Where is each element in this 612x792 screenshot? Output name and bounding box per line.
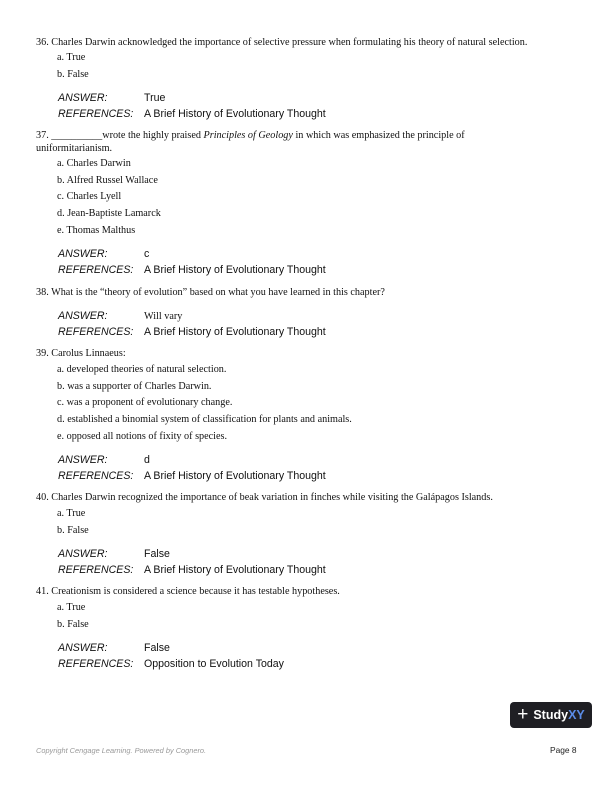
question-text: 36. Charles Darwin acknowledged the importance of selective pressure when formulating his theory of natural selection. <box>36 37 528 48</box>
references-value: A Brief History of Evolutionary Thought <box>144 108 326 120</box>
answer-value: False <box>144 642 170 654</box>
answer-row <box>58 642 170 655</box>
answer-value: False <box>144 548 170 560</box>
plus-icon: + <box>517 704 529 725</box>
studyxy-badge[interactable] <box>510 702 592 728</box>
references-value: A Brief History of Evolutionary Thought <box>144 264 326 276</box>
references-row <box>58 658 284 671</box>
answer-value: Will vary <box>144 311 183 322</box>
option-c: c. Charles Lyell <box>57 191 122 202</box>
brand-accent: XY <box>568 708 585 722</box>
answer-row <box>58 248 149 261</box>
answer-row <box>58 310 182 323</box>
option-a: a. True <box>57 602 86 613</box>
option-a: a. Charles Darwin <box>57 158 131 169</box>
references-value: A Brief History of Evolutionary Thought <box>144 470 326 482</box>
brand-name: Study <box>533 708 569 722</box>
option-b: b. Alfred Russel Wallace <box>57 175 158 186</box>
references-row <box>58 564 326 577</box>
option-b: b. False <box>57 69 89 80</box>
option-d: d. established a binomial system of classification for plants and animals. <box>57 414 352 425</box>
answer-label: ANSWER: <box>58 92 108 104</box>
page-number: Page 8 <box>550 745 577 755</box>
answer-row <box>58 92 165 105</box>
question-39 <box>36 348 581 361</box>
answer-label: ANSWER: <box>58 248 108 260</box>
option-b: b. False <box>57 525 89 536</box>
book-title: Principles of Geology <box>203 130 293 141</box>
references-row <box>58 326 326 339</box>
references-value: A Brief History of Evolutionary Thought <box>144 564 326 576</box>
answer-row <box>58 548 170 561</box>
references-label: REFERENCES: <box>58 108 134 120</box>
answer-label: ANSWER: <box>58 548 108 560</box>
references-value: Opposition to Evolution Today <box>144 658 284 670</box>
question-text: 39. Carolus Linnaeus: <box>36 348 126 359</box>
references-row <box>58 264 326 277</box>
option-b: b. False <box>57 619 89 630</box>
references-row <box>58 470 326 483</box>
references-row <box>58 108 326 121</box>
question-text <box>36 130 536 155</box>
option-b: b. was a supporter of Charles Darwin. <box>57 381 212 392</box>
answer-label: ANSWER: <box>58 310 108 322</box>
references-label: REFERENCES: <box>58 564 134 576</box>
question-41 <box>36 586 581 599</box>
question-38 <box>36 287 581 300</box>
answer-value: True <box>144 92 166 104</box>
answer-value: c <box>144 248 150 260</box>
question-37 <box>36 130 536 155</box>
option-c: c. was a proponent of evolutionary change. <box>57 397 233 408</box>
answer-label: ANSWER: <box>58 642 108 654</box>
answer-label: ANSWER: <box>58 454 108 466</box>
option-e: e. Thomas Malthus <box>57 225 136 236</box>
question-40 <box>36 492 581 505</box>
references-label: REFERENCES: <box>58 470 134 482</box>
question-text-part: in which was emphasized the principle of uniformitarianism. <box>36 130 465 154</box>
references-label: REFERENCES: <box>58 264 134 276</box>
option-a: a. developed theories of natural selection. <box>57 364 227 375</box>
answer-row <box>58 454 150 467</box>
question-36 <box>36 37 581 50</box>
option-a: a. True <box>57 52 86 63</box>
question-text: 38. What is the “theory of evolution” based on what you have learned in this chapter? <box>36 287 385 298</box>
answer-value: d <box>144 454 150 466</box>
references-value: A Brief History of Evolutionary Thought <box>144 326 326 338</box>
references-label: REFERENCES: <box>58 658 134 670</box>
copyright-footer: Copyright Cengage Learning. Powered by Cognero. <box>36 746 207 755</box>
question-text: 40. Charles Darwin recognized the importance of beak variation in finches while visiting the Galápagos Islands. <box>36 492 493 503</box>
option-a: a. True <box>57 508 86 519</box>
references-label: REFERENCES: <box>58 326 134 338</box>
question-text-part: 37. __________wrote the highly praised <box>36 130 204 141</box>
option-d: d. Jean-Baptiste Lamarck <box>57 208 161 219</box>
option-e: e. opposed all notions of fixity of species. <box>57 431 228 442</box>
question-text: 41. Creationism is considered a science because it has testable hypotheses. <box>36 586 340 597</box>
